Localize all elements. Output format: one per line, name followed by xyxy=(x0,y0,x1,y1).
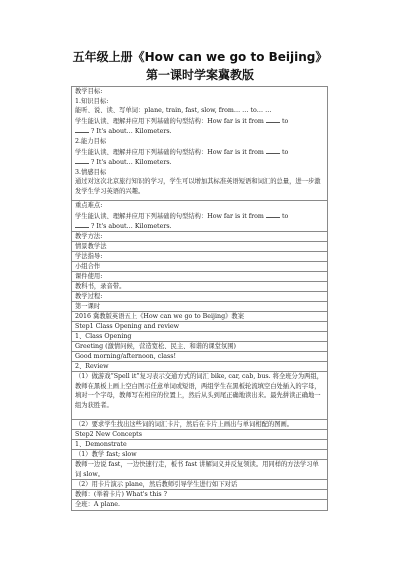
methods-text: 第一课时 xyxy=(75,303,101,310)
dialog-class: 全班：A plane. xyxy=(75,501,121,508)
answer-text: ? It's about… Kilometers. xyxy=(91,223,172,231)
methods-text: 小组合作 xyxy=(75,263,101,270)
goals-section xyxy=(71,86,328,201)
lesson-title: 2016 冀教版英语五上《How can we go to Beijing》教案 xyxy=(75,313,244,320)
methods-heading: 教学过程: xyxy=(75,293,103,300)
to-word: to xyxy=(281,117,289,125)
key-points-heading: 重点难点: xyxy=(75,202,103,209)
review-heading: 2、Review xyxy=(75,363,109,370)
methods-heading: 学法指导: xyxy=(75,253,103,260)
methods-heading: 课件使用: xyxy=(75,273,103,280)
blank-line xyxy=(266,116,280,123)
ability-goal-heading: 2.能力目标 xyxy=(75,137,107,145)
review-game-text: （1）做游戏“Spell it”复习表示交通方式的词汇 bike, car, cab, bus. 将全班分为两组，教师在黑板上画上空白图示任意单词或短语，两组学生在黑板轮流填空白处插入的字母，填对一个字母，教师写在相应的位置上，然后从头到尾正确地读出来。最先拼读正确地一组为获胜者。 xyxy=(75,373,324,409)
lesson-row xyxy=(71,459,328,480)
blank-line xyxy=(75,157,89,164)
knowledge-goal-heading: 1.知识目标: xyxy=(75,97,109,105)
step1-heading: Step1 Class Opening and review xyxy=(75,323,180,330)
emotion-goal-heading: 3.情感目标 xyxy=(75,168,107,176)
key-points-section xyxy=(71,200,328,232)
ability-goal-answer xyxy=(72,157,327,168)
blank-line xyxy=(266,147,280,154)
knowledge-goal-answer xyxy=(72,126,327,137)
teach-fast-heading: （1）教学 fast; slow xyxy=(75,451,137,458)
lesson-row xyxy=(71,499,328,511)
lesson-row xyxy=(71,371,328,420)
dialog-teacher: 教师：(举着卡片) What's this ? xyxy=(75,491,167,498)
key-points-sentence xyxy=(72,211,327,222)
methods-heading: 教学方法: xyxy=(75,233,103,240)
to-word: to xyxy=(281,212,289,220)
blank-line xyxy=(75,126,89,133)
methods-text: 情景教学法 xyxy=(75,243,107,250)
sentence-text: 学生能认读、理解并应用下列基础的句型结构：How far is it from xyxy=(75,117,264,125)
review-cards-text: （2）要求学生找出这些词的词汇卡片，然后在卡片上画出与单词相配的图画。 xyxy=(75,421,294,428)
knowledge-goal-text: 能听、说、读、写单词：plane, train, fast, slow, from… … to… … xyxy=(75,107,272,115)
knowledge-goal-sentence xyxy=(72,116,327,127)
blank-line xyxy=(266,211,280,218)
teach-plane-text: （2）用卡片演示 plane，然后教师引导学生进行如下对话 xyxy=(75,481,238,488)
answer-text: ? It's about… Kilometers. xyxy=(91,159,172,167)
class-opening-heading: 1、Class Opening xyxy=(75,333,132,340)
to-word: to xyxy=(281,148,289,156)
sentence-text: 学生能认读、理解并应用下列基础的句型结构：How far is it from xyxy=(75,212,264,220)
goals-heading: 教学目标: xyxy=(75,88,103,95)
blank-line xyxy=(75,221,89,228)
emotion-goal-text: 通过对这次北京旅行知识的学习，学生可以增加其标准英语短语和词汇的总量，进一步激发学生学习英语的兴趣。 xyxy=(75,178,321,195)
methods-text: 教科书，录音带。 xyxy=(75,283,126,290)
greeting-text: Greeting (激情问候，营造宽松、民主、和谐的课堂氛围) xyxy=(75,343,236,350)
step2-heading: Step2 New Concepts xyxy=(75,431,142,438)
document-subtitle: 第一课时学案冀教版 xyxy=(145,68,254,82)
ability-goal-sentence xyxy=(72,147,327,158)
teach-fast-text: 教师一边说 fast，一边快速行走，板书 fast 讲解词义并反复领读。用同样的方法学习单词 slow。 xyxy=(75,461,319,478)
document-title: 五年级上册《How can we go to Beijing》 xyxy=(72,50,328,64)
answer-text: ? It's about… Kilometers. xyxy=(91,128,172,136)
sentence-text: 学生能认读、理解并应用下列基础的句型结构：How far is it from xyxy=(75,148,264,156)
demonstrate-heading: 1、Demonstrate xyxy=(75,441,127,448)
greeting-line: Good morning/afternoon, class! xyxy=(75,353,177,360)
